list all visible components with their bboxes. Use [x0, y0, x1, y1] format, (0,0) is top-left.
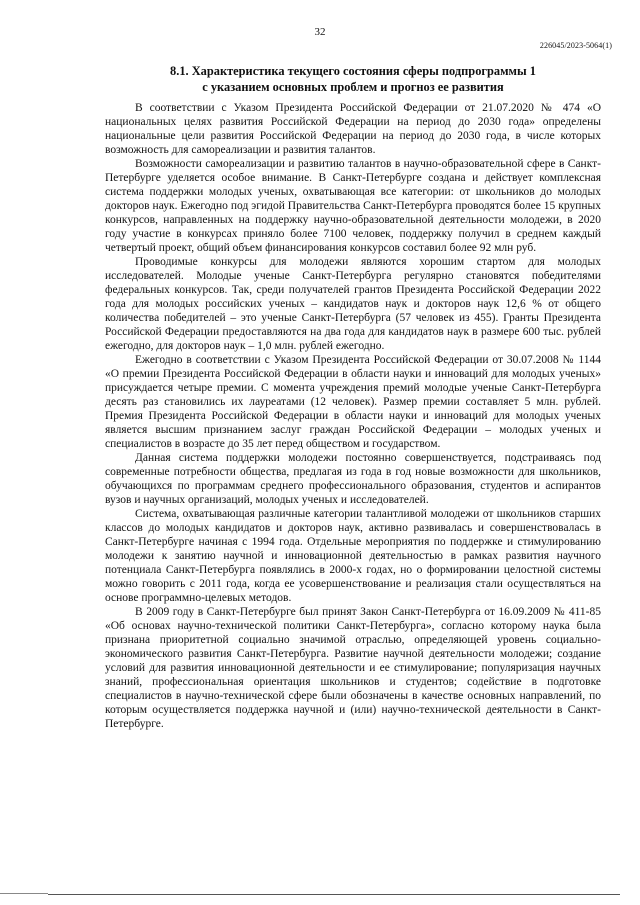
paragraph-1: В соответствии с Указом Президента Российской Федерации от 21.07.2020 № 474 «О национальных целях развития Российской Федерации на период до 2030 года» определены национальные цели развития Российской Федерации на период до 2030 года, в числе которых возможность для самореализации и развития талантов. — [105, 102, 601, 156]
section-heading — [105, 64, 601, 95]
paragraph-4: Ежегодно в соответствии с Указом Президента Российской Федерации от 30.07.2008 № 1144 «О премии Президента Российской Федерации в области науки и инноваций для молодых ученых» присуждается четыре премии. С момента учреждения премий молодые ученые Санкт-Петербурга десять раз становились их лауреатами (12 человек). Размер премии составляет 5 млн. рублей. Премия Президента Российской Федерации в области науки и инноваций для молодых ученых является высшим признанием заслуг граждан Российской Федерации – молодых ученых и специалистов в возрасте до 35 лет перед обществом и государством. — [105, 354, 601, 450]
page-number: 32 — [314, 26, 326, 38]
scan-edge-line — [48, 894, 620, 895]
paragraph-6: Система, охватывающая различные категории талантливой молодежи от школьников старших классов до молодых кандидатов и докторов наук, активно развивалась и совершенствовалась в Санкт-Петербурге начиная с 1994 года. Отдельные мероприятия по поддержке и стимулированию молодежи к занятию научной и инновационной деятельностью в рамках развития научного потенциала Санкт-Петербурга появлялись в 2000-х годах, но о формировании целостной системы можно говорить с 2011 года, когда ее усовершенствование и реализация стали осуществляться на основе программно-целевых методов. — [105, 508, 601, 604]
section-heading-line-2: с указанием основных проблем и прогноз ее развития — [202, 79, 504, 94]
document-id: 226045/2023-5064(1) — [539, 41, 612, 50]
scan-edge-line-left — [0, 893, 48, 894]
paragraph-2: Возможности самореализации и развитию талантов в научно-образовательной сфере в Санкт-Петербурге уделяется особое внимание. В Санкт-Петербурге создана и действует комплексная система поддержки молодых ученых, охватывающая все категории: от школьников до молодых докторов наук. Ежегодно под эгидой Правительства Санкт-Петербурга проводятся более 15 крупных конкурсов, направленных на поддержку научно-образовательной деятельности молодежи, в 2020 году участие в конкурсах приняло более 7100 человек, поддержку получил в среднем каждый четвертый проект, общий объем финансирования конкурсов составил более 92 млн руб. — [105, 158, 601, 254]
paragraph-7: В 2009 году в Санкт-Петербурге был принят Закон Санкт-Петербурга от 16.09.2009 № 411-85 «Об основах научно-технической политики Санкт-Петербурга», согласно которому наука была признана приоритетной социально значимой отраслью, определяющей уровень социально-экономического развития Санкт-Петербурга. Развитие научной деятельности молодежи; создание условий для развития инновационной деятельности и ее стимулирование; популяризация научных знаний, профессиональная ориентация школьников и студентов; содействие в подготовке специалистов в научно-технической сфере были обозначены в качестве основных направлений, по которым осуществляется поддержка научной и (или) научно-технической деятельности в Санкт-Петербурге. — [105, 606, 601, 730]
paragraph-5: Данная система поддержки молодежи постоянно совершенствуется, подстраиваясь под современные потребности общества, предлагая из года в год новые возможности для школьников, обучающихся по программам среднего профессионального образования, студентов и аспирантов вузов и научных организаций, молодых ученых и исследователей. — [105, 452, 601, 506]
document-body — [105, 64, 601, 731]
paragraph-3: Проводимые конкурсы для молодежи являются хорошим стартом для молодых исследователей. Молодые ученые Санкт-Петербурга регулярно становятся победителями федеральных конкурсов. Так, среди получателей грантов Президента Российской Федерации 2022 года для молодых российских ученых – кандидатов наук и докторов наук 12,6 % от общего количества победителей – это ученые Санкт-Петербурга (57 человек из 455). Гранты Президента Российской Федерации предоставляются на два года для кандидатов наук в размере 600 тыс. рублей ежегодно, для докторов наук – 1,0 млн. рублей ежегодно. — [105, 256, 601, 352]
section-heading-line-1: 8.1. Характеристика текущего состояния сферы подпрограммы 1 — [170, 64, 536, 78]
